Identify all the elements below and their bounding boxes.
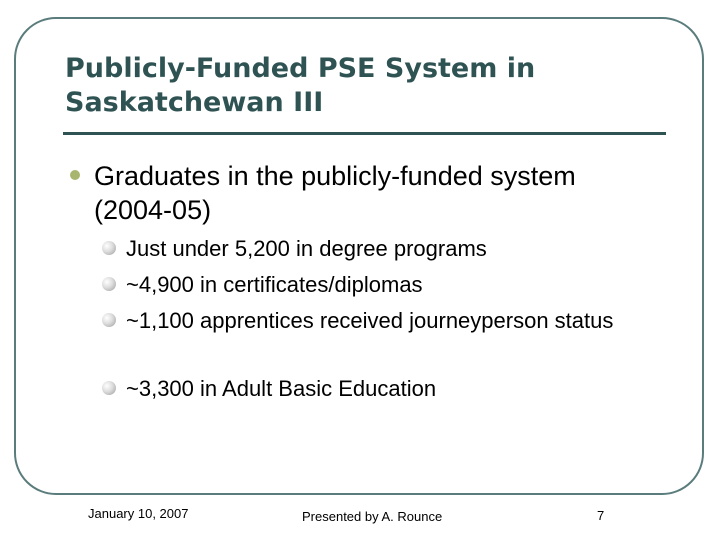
sub-bullet-dot-icon: [102, 381, 116, 395]
footer-presenter: Presented by A. Rounce: [302, 509, 443, 524]
sub-bullet-item: ~4,900 in certificates/diplomas: [126, 272, 423, 297]
sub-bullet-item: ~3,300 in Adult Basic Education: [126, 376, 437, 401]
slide-title-line-2: Saskatchewan III: [65, 87, 324, 118]
main-bullet-line-2: (2004-05): [94, 195, 212, 225]
footer-page-number: 7: [597, 508, 605, 523]
main-bullet-line-1: Graduates in the publicly-funded system: [94, 161, 576, 191]
sub-bullet-dot-icon: [102, 241, 116, 255]
sub-bullet-dot-icon: [102, 313, 116, 327]
footer-date: January 10, 2007: [88, 506, 189, 521]
slide-title-line-1: Publicly-Funded PSE System in: [65, 53, 536, 84]
bullet-dot-icon: [70, 170, 80, 180]
title-divider: [63, 132, 666, 135]
sub-bullet-dot-icon: [102, 277, 116, 291]
sub-bullet-item: Just under 5,200 in degree programs: [126, 236, 487, 261]
slide-title: [65, 52, 665, 120]
sub-bullet-item: ~1,100 apprentices received journeyperson status: [126, 308, 614, 333]
main-bullet-text: [94, 159, 674, 227]
